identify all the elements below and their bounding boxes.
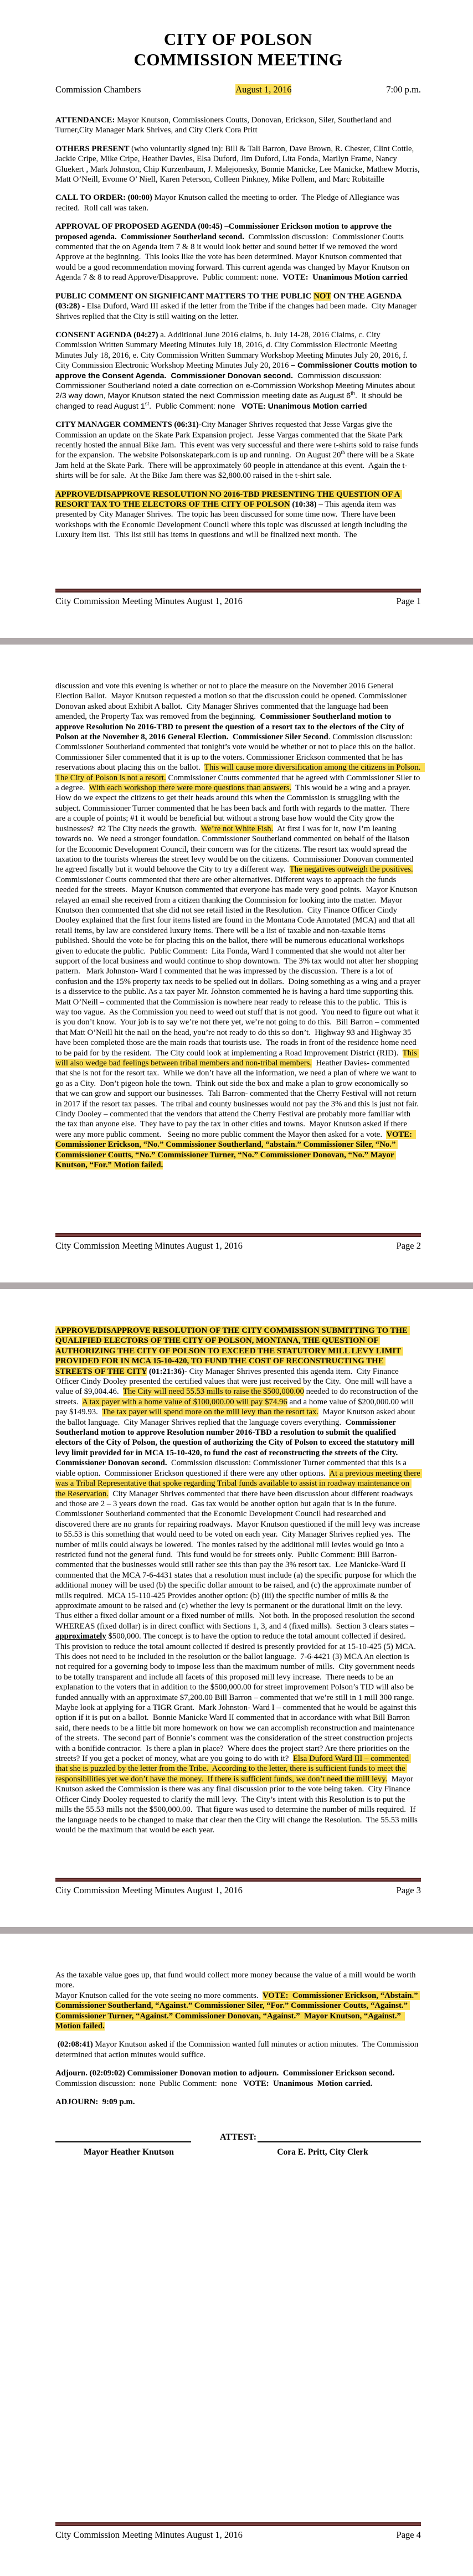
- page-3-body: [55, 1326, 421, 1835]
- text-run: there will be a Skate Jam held at the Skate Park. There will be approximately 60 people in attendance at this event. Again the t-shirts will be for sale. At the Bike Jam there was $2,800.00 raised in the t-shirt sale.: [55, 451, 417, 481]
- paragraph: [55, 490, 421, 540]
- text-run: st: [145, 400, 150, 407]
- text-run: Commissioner Coutts commented that he agreed with Commissioner Siler to a degree.: [55, 773, 423, 793]
- clerk-name: Cora E. Pritt, City Clerk: [277, 2147, 368, 2157]
- footer-rule: [55, 2522, 421, 2526]
- text-run: (02:08:41): [55, 2040, 95, 2049]
- text-run: City Manager Shrives commented that there have been discussion about different roadways and those are 2 – 3 years down the road. Gas tax would be another option but again that is in the future. Commissioner Southerland commented that the Economic Development Council had researched and discovered there are no grants for repairing roadways. Mayor Knutson questioned if the mill levy was increase to 55.53 is this something that would need to be voted on each year. City Manager Shrives replied yes. The number of mills could always be lowered. The monies raised by the additional mill levies would go into a restricted fund not the general fund. This fund would be for streets only. Public Comment: Bill Barron- commented that the businesses would still rather see this than pay the 3% resort tax. Lee Manicke-Ward II commented that the MCA 7-6-4431 states that a resolution must include (a) the specific purpose for which the additional money will be used (b) the specific dollar amount to be raised, and (c) the approximate number of mills required. MCA 15-110-425 Provides another option: (b) (iii) the specific number of mills & the approximate amount to be raised and (c) whether the levy is permanent or the durational limit on the levy. Thus either a fixed dollar amount or a fixed number of mills. Not both. In the proposed resolution the second WHEREAS (fixed dollar) is in direct conflict with Sections 1, 3, and 4 (fixed mills). Section 3 clears states –: [55, 1489, 422, 1631]
- page-2-body: [55, 681, 425, 1171]
- text-run: PUBLIC COMMENT ON SIGNIFICANT MATTERS TO THE PUBLIC: [55, 291, 314, 301]
- page-4-body: [55, 1970, 421, 2107]
- footer-rule: [55, 1233, 421, 1237]
- text-run: Mayor Knutson called for the vote seeing no more comments.: [55, 1991, 263, 2000]
- text-run: th: [351, 390, 356, 397]
- footer-doc-title: City Commission Meeting Minutes August 1, 2016: [55, 1885, 243, 1895]
- text-run: Commission discussion: Commissioner Coutts commented that the on Agenda item 7 & 8 it would look better and sound better if we removed the word Approve at the beginning. This looks like the vote has been determined. Mayor Knutson commented that would be a good recommendation moving forward. This current agenda was changed by Mayor Knutson on Agenda 7 & 8 to read Approve/Disapprove. Public comment: none.: [55, 232, 412, 282]
- text-run: APPROVAL OF PROPOSED AGENDA (00:45) –Commissioner Erickson motion to approve the proposed agenda. Commissioner Southerland second.: [55, 222, 394, 241]
- paragraph: [55, 1970, 421, 1991]
- footer-rule: [55, 1878, 421, 1882]
- text-run: NOT: [313, 291, 332, 301]
- text-run: Commissioner Southerland motion to approve Resolution No 2016-TBD to present the question of a resort tax to the electors of the City of Polson at the November 8, 2016 General Election. Commissioner Siler Second: [55, 712, 407, 742]
- page-1: [0, 0, 473, 638]
- paragraph: [55, 144, 421, 185]
- text-run: VOTE: Unanimous Motion carried: [282, 273, 408, 282]
- text-run: Heather Davies- commented that she is not for the resort tax. While we don’t have all the information, we need a plan of where we want to go as a City. Don’t pigeon hole the town. Think out side the box and make a plan to grow economically so that we can grow and support our businesses. Tali Barron- commented that the Cherry Festival will not return in 2017 if the resort tax passes. The tribal and county businesses would not pay the 3% and this is just not fair. Cindy Dooley – commented that the vendors that attend the Cherry Festival are probably more familiar with the tax than anyone else. They have to pay the tax in other cities and towns. Mayor Knutson asked if there were any more public comment. Seeing no more public comment the Mayor then asked for a vote.: [55, 1059, 423, 1139]
- text-run: Commission discussion: Commissioner Turner commented that this is a viable option. Commissioner Erickson questioned if there were any other options.: [55, 1459, 409, 1478]
- text-run: and a home value of $200,000.00 will pay $149.93.: [55, 1397, 416, 1417]
- text-run: . Commission discussion: Commissioner Southerland commented that tonight’s vote would be whether or not to place this on the ballot. Commissioner Siler commented that it is up to the voters. Commissioner Erickson commented that he has reservations about placing this on the ballot.: [55, 733, 420, 772]
- text-run: Commission discussion: none Public Comment: none: [55, 2069, 397, 2088]
- page-2: [0, 645, 473, 1282]
- page-1-body: [55, 115, 421, 540]
- paragraph: [55, 1326, 421, 1835]
- text-run: City Manager Shrives presented this agenda item. City Finance Officer Cindy Dooley presented the certified values that were just received by the City. One mill will have a value of $9,004.46.: [55, 1367, 414, 1397]
- page-1-footer: [55, 589, 421, 607]
- paragraph: [55, 2068, 421, 2089]
- footer-page-number: Page 2: [396, 1240, 421, 1251]
- text-run: . Public Comment: none: [149, 401, 242, 411]
- page-divider: [0, 638, 473, 645]
- text-run: th: [341, 450, 345, 456]
- text-run: Commissioner Coutts commented that there are other alternatives. Different ways to approach the funds needed for the streets. Mayor Knutson commented that everyone has made very good points. Mayor Knutson relayed an email she received from a citizen thanking the Commission for looking into the matter. Mayor Knutson then commented that she did not see retail listed in the Resolution. City Finance Officer Cindy Dooley explained that the first four items listed are found in the Montana Code Annotated (MCA) and that all retail items, by law are considered luxury items. There will be a list of taxable and non-taxable items published. Should the vote be for placing this on the ballot, there will be numerous educational workshops given to educate the public. Public Comment: Lita Fonda, Ward I commented that she would not alter her support of the local business and would continue to shop downtown. The 3% tax would not alter her shopping pattern. Mark Johnston- Ward I commented that he was impressed by the discussion. There is a lot of confusion and the 15% property tax needs to be spelled out in dollars. Doing something as a wing and a prayer is a disservice to the public. As a tax payer Mr. Johnston commented he is having a hard time supporting this. Matt O’Neill – commented that the Commission is nowhere near ready to release this to the public. This is way too vague. As the Commission you need to weed out stuff that is not good. You need to figure out what it is you don’t know. Your job is to say we’re not there yet, we’re not going to do this. Bill Barron – commented that Matt O’Neill hit the nail on the head, you’re not ready to do this so don’t. Highway 93 and Highway 35 have been completed those are the main roads that tourists use. The roads in front of the residence home need to be paid for by the resident. The City could look at implementing a Road Improvement District (RID).: [55, 865, 423, 1058]
- paragraph: [55, 221, 421, 282]
- footer-doc-title: City Commission Meeting Minutes August 1, 2016: [55, 2529, 243, 2540]
- text-run: APPROVE/DISAPPROVE RESOLUTION OF THE CITY COMMISSION SUBMITTING TO THE QUALIFIED ELECTORS OF THE CITY OF POLSON, MONTANA, THE QUESTION OF AUTHORIZING THE CITY OF POLSON TO EXCEED THE STATUTORY MILL LEVY LIMIT PROVIDED FOR IN MCA 15-10-420, TO FUND THE COST OF RECONSTRUCTING THE STREETS OF THE CITY: [55, 1326, 410, 1376]
- text-run: Elsa Duford Ward III – commented that she is puzzled by the letter from the Tribe. According to the letter, there is sufficient funds to meet the responsibilities yet we don’t have the money. If there is sufficient funds, we don’t need the mill levy.: [55, 1754, 411, 1784]
- footer-doc-title: City Commission Meeting Minutes August 1, 2016: [55, 596, 243, 606]
- page-divider: [0, 1282, 473, 1289]
- doc-title-line1: CITY OF POLSON: [163, 29, 313, 49]
- text-run: (who voluntarily signed in): Bill & Tali Barron, Dave Brown, R. Chester, Clint Cottle, Jackie Cripe, Mike Cripe, Heather Davies, Elsa Duford, Jim Duford, Lita Fonda, Marilyn Frame, Nancy Gluekert , Mark Johnston, Chip Kurzenbaum, J. Malejonesky, Bonnie Manicke, Lee Manicke, Mathew Morris, Matt O’Neill, Evonne O’ Niell, Karen Peterson, Colleen Pinkney, Mike Pollem, and Marc Robitaille: [55, 144, 422, 184]
- text-run: Adjourn. (02:09:02) Commissioner Donovan motion to adjourn. Commissioner Erickson second.: [55, 2069, 395, 2078]
- text-run: At first I was for it, now I’m leaning towards no. We need a stronger foundation. Commissioner Southerland commented on behalf of the liaison for the Economic Development Council, their concern was for the citizens. The resort tax would spread the taxation to the tourists whereas the street levy would be on the citizens. Commissioner Donovan commented he agreed fiscally but it would behoove the City to try a different way.: [55, 824, 416, 874]
- meeting-time: 7:00 p.m.: [386, 84, 421, 95]
- text-run: OTHERS PRESENT: [55, 144, 132, 153]
- page-2-footer: [55, 1233, 421, 1251]
- paragraph: [55, 330, 421, 411]
- text-run: Elsa Duford, Ward III asked if the letter from the Tribe if the changes had been made. City Manager Shrives replied that the City is still waiting on the letter.: [55, 302, 419, 321]
- doc-title: [55, 29, 421, 70]
- text-run: The negatives outweigh the positives.: [289, 865, 413, 874]
- mayor-name: Mayor Heather Knutson: [83, 2147, 174, 2157]
- text-run: (01:21:36)-: [147, 1367, 187, 1376]
- paragraph: [55, 2097, 421, 2107]
- signature-row: [55, 2132, 421, 2142]
- text-run: – Commissioner Coutts motion to approve the Consent Agenda. Commissioner Donovan second.: [55, 361, 419, 380]
- text-run: City Manager Shrives requested that Jesse Vargas give the Commission an update on the Skate Park Expansion project. Jesse Vargas commented that the Skate Park recently hosted the annual Bike Jam. This event was very successful and there were t-shirts sold to raise funds for the expansion. The website Polsonskatepark.com is up and running. On August 20: [55, 420, 421, 460]
- text-run: ON THE AGENDA (03:28) -: [55, 291, 404, 311]
- text-run: a. Additional June 2016 claims, b. July 14-28, 2016 Claims, c. City Commission Written Summary Meeting Minutes July 18, 2016, d. City Commission Electronic Meeting Minutes July 18, 2016, e. City Commission Written Summary Workshop Meeting Minutes July 20, 2016, f. City Commission Electronic Workshop Meeting Minutes July 20, 2016: [55, 330, 410, 370]
- text-run: With each workshop there were more questions than answers.: [89, 784, 292, 793]
- paragraph: [55, 1991, 421, 2032]
- doc-title-line2: COMMISSION MEETING: [133, 50, 343, 69]
- paragraph: [55, 681, 425, 1171]
- text-run: Mayor Knutson asked if the Commission wanted full minutes or action minutes. The Commission determined that action minutes would suffice.: [55, 2040, 420, 2059]
- paragraph: [55, 291, 421, 322]
- page-divider: [0, 1927, 473, 1934]
- text-run: discussion and vote this evening is whether or not to place the measure on the November 2016 General Election Ballot. Mayor Knutson requested a motion so that the discussion could be opened. Commissioner Donovan asked about Exhibit A ballot. City Manager Shrives commented that the language had been amended, the Property Tax was removed from the beginning.: [55, 682, 409, 722]
- footer-page-number: Page 4: [396, 2529, 421, 2540]
- text-run: This will also wedge bad feelings between tribal members and non-tribal members.: [55, 1048, 419, 1068]
- text-run: CALL TO ORDER: (00:00): [55, 193, 155, 203]
- text-run: Commission discussion: Commissioner Southerland noted a date correction on e-Commission Workshop Meeting Minutes about 2/3 way down, Mayor Knutson stated the next Commission meeting date as August 6: [55, 371, 418, 401]
- footer-page-number: Page 3: [396, 1885, 421, 1895]
- footer-rule: [55, 589, 421, 593]
- text-run: VOTE: Unanimous Motion carried: [241, 401, 367, 411]
- text-run: Mayor Knutson asked about the ballot language. City Manager Shrives replied that the language covers everything.: [55, 1408, 418, 1427]
- text-run: This would be a wing and a prayer. How do we expect the citizens to get their heads around this when the Commission is struggling with the subject. Commissioner Turner commented that he has been back and forth with regards to the matter. There are a couple of points; #1 it would be beneficial but without a strong base how would the City grow the businesses? #2 The City needs the growth.: [55, 784, 415, 833]
- page-3-footer: [55, 1878, 421, 1896]
- text-run: We’re not White Fish.: [200, 824, 274, 833]
- text-run: ADJOURN: 9:09 p.m.: [55, 2098, 135, 2107]
- text-run: CITY MANAGER COMMENTS (06:31)-: [55, 420, 202, 430]
- text-run: APPROVE/DISAPPROVE RESOLUTION NO 2016-TBD PRESENTING THE QUESTION OF A RESORT TAX TO THE ELECTORS OF THE CITY OF POLSON: [55, 490, 403, 509]
- footer-page-number: Page 1: [396, 596, 421, 606]
- mayor-signature-line: [55, 2134, 191, 2142]
- paragraph: [55, 193, 421, 213]
- text-run: ATTENDANCE:: [55, 116, 117, 125]
- paragraph: [55, 420, 421, 481]
- text-run: The City will need 55.53 mills to raise the $500,000.00: [122, 1387, 304, 1397]
- text-run: CONSENT AGENDA (04:27): [55, 330, 161, 339]
- text-run: Mayor Knutson, Commissioners Coutts, Donovan, Erickson, Siler, Southerland and Turner,City Manager Mark Shrives, and City Clerk Cora Pritt: [55, 116, 394, 135]
- text-run: As the taxable value goes up, that fund would collect more money because the value of a mill would be worth more.: [55, 1971, 418, 1990]
- meeting-location: Commission Chambers: [55, 84, 141, 95]
- text-run: – This agenda item was presented by City Manager Shrives. The topic has been discussed for some time now. There have been workshops with the Economic Development Council where this topic was discussed at length including the Luxury Item list. This list still has items in questions and will be finalized next month. The: [55, 500, 410, 540]
- text-run: (10:38): [290, 500, 317, 509]
- clerk-signature-line: [258, 2134, 421, 2142]
- text-run: needed to do reconstruction of the streets.: [55, 1387, 420, 1407]
- text-run: Mayor Knutson called the meeting to order. The Pledge of Allegiance was recited. Roll call was taken.: [55, 193, 402, 213]
- attest-label: ATTEST:: [220, 2132, 257, 2142]
- text-run: A tax payer with a home value of $100,000.00 will pay $74.96: [82, 1397, 287, 1407]
- page-4-footer: [55, 2522, 421, 2541]
- text-run: $500,000. The concept is to have the option to reduce the total amount collected if desired. This provision to reduce the total amount collected if desired is presently provided for at 15-10-425 (5) MCA. This does not need to be included in the resolution or the ballot language. 7-6-4421 (3) MCA An election is not required for a governing body to impose less than the maximum number of mills. City government needs to be totally transparent and include all facets of this proposed mill levy increase. There needs to be an explanation to the voters that in addition to the $500,000.00 for street improvement Polson’s TID will also be funded annually with an approximate $7,200.00 Bill Barron – commented that we’re still in 1 mill 300 range. Maybe look at applying for a TIGR Grant. Mark Johnston- Ward I – commented that he would be against this option if it is put on a ballot. Bonnie Manicke Ward II commented that in accordance with what Bill Barron said, there needs to be a little bit more homework on how we can accomplish reconstruction and maintenance of the streets. The second part of Bonnie’s comment was the consideration of the street construction projects with a bonifide contractor. Is there a plan in place? Where does the project start? Are there priorities on the streets? If you get a pocket of money, what are you going to do with it?: [55, 1632, 420, 1764]
- text-run: . It should be changed to read August 1: [55, 391, 405, 411]
- meeting-meta-row: [55, 84, 421, 95]
- page-4: [0, 1934, 473, 2572]
- text-run: Commissioner Southerland motion to approve Resolution number 2016-TBD a resolution to submit the qualified electors of the City of Polson, the question of authorizing the City of Polson to exceed the statutory mill levy limit provided for in MCA 15-10-420, to fund the cost of reconstructing the streets of the City. Commissioner Donovan second.: [55, 1418, 417, 1468]
- text-run: VOTE: Commissioner Erickson, “Abstain.” Commissioner Southerland, “Against.” Commissioner Siler, “For.” Commissioner Coutts, “Against.” Commissioner Turner, “Against.” Commissioner Donovan, “Against.” Mayor Knutson, “Against.” Motion failed.: [55, 1991, 420, 2031]
- paragraph: [55, 2039, 421, 2060]
- footer-doc-title: City Commission Meeting Minutes August 1, 2016: [55, 1240, 243, 1251]
- page-3: [0, 1289, 473, 1927]
- text-run: approximately: [55, 1632, 106, 1641]
- text-run: VOTE: Unanimous Motion carried.: [243, 2079, 373, 2088]
- signature-names-row: [55, 2147, 421, 2157]
- text-run: The tax payer will spend more on the mill levy than the resort tax.: [101, 1408, 319, 1417]
- meeting-date: August 1, 2016: [235, 84, 292, 95]
- text-run: At a previous meeting there was a Tribal Representative that spoke regarding Tribal funds available to assist in roadway maintenance on the Reservation.: [55, 1469, 423, 1498]
- text-run: Mayor Knutson asked the Commission is there was any final discussion prior to the vote being taken. City Finance Officer Cindy Dooley requested to clarify the mill levy. The City’s intent with this Resolution is to put the mills the 55.53 mills not the $500,000.00. That figure was used to determine the number of mills required. If the language needs to be changed to make that clear then the City will change the Resolution. The 55.53 mills would be the maximum that would be each year.: [55, 1774, 420, 1835]
- text-run: VOTE: Commissioner Erickson, “No.” Commissioner Southerland, “abstain.” Commissioner Siler, “No.” Commissioner Coutts, “No.” Commissioner Turner, “No.” Commissioner Donovan, “No.” Mayor Knutson, “For.” Motion failed.: [55, 1130, 417, 1170]
- text-run: This will cause more diversification among the citizens in Polson. The City of Polson is not a resort.: [55, 763, 425, 782]
- paragraph: [55, 115, 421, 136]
